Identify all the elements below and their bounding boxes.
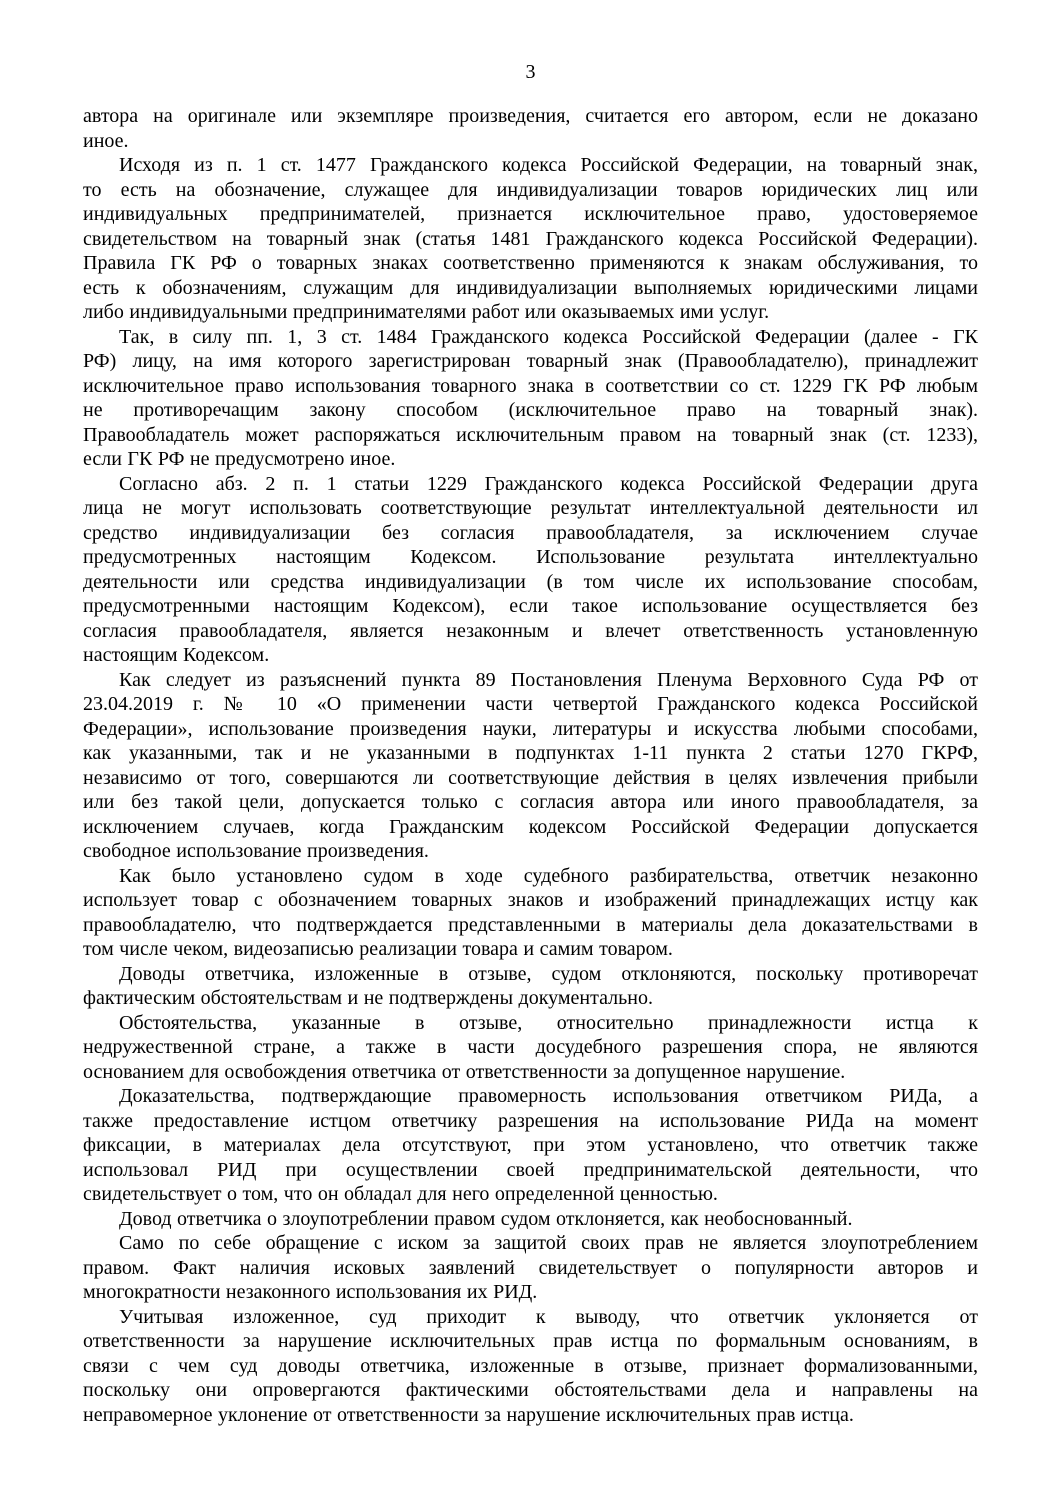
text-line: если ГК РФ не предусмотрено иное. xyxy=(83,448,396,470)
text-line: свидетельствует о том, что он обладал для него определенной ценностью. xyxy=(83,1183,718,1205)
text-line: фиксации, в материалах дела отсутствуют, при этом установлено, что ответчик также xyxy=(83,1134,978,1156)
text-line: не противоречащим закону способом (исключительное право на товарный знак). xyxy=(83,399,978,421)
text-line: Само по себе обращение с иском за защитой своих прав не является злоупотреблением xyxy=(119,1232,978,1254)
text-line: лица не могут использовать соответствующие результат интеллектуальной деятельности ил xyxy=(83,497,978,519)
text-line: исключительное право использования товарного знака в соответствии со ст. 1229 ГК РФ любым xyxy=(83,374,978,397)
text-line: Исходя из п. 1 ст. 1477 Гражданского кодекса Российской Федерации, на товарный знак, xyxy=(119,154,978,176)
text-line: свидетельством на товарный знак (статья 1481 Гражданского кодекса Российской Федерации). xyxy=(83,227,978,250)
text-line: использовал РИД при осуществлении своей предпринимательской деятельности, что xyxy=(83,1158,978,1181)
text-line: как указанными, так и не указанными в подпунктах 1-11 пункта 2 статьи 1270 ГКРФ, xyxy=(83,742,978,764)
text-line: или без такой цели, допускается только с согласия автора или иного правообладателя, за xyxy=(83,791,978,813)
text-line: ответственности за нарушение исключительных прав истца по формальным основаниям, в xyxy=(83,1330,978,1352)
text-line: деятельности или средства индивидуализации (в том числе их использование способам, xyxy=(83,570,978,593)
text-line: средство индивидуализации без согласия правообладателя, за исключением случае xyxy=(83,521,978,544)
text-line: Доводы ответчика, изложенные в отзыве, судом отклоняются, поскольку противоречат xyxy=(119,962,978,985)
text-line: Федерации», использование произведения науки, литературы и искусства любыми способами, xyxy=(83,717,978,740)
text-line: РФ) лицу, на имя которого зарегистрирован товарный знак (Правообладателю), принадлежит xyxy=(83,350,978,372)
text-line: свободное использование произведения. xyxy=(83,840,429,862)
text-line: фактическим обстоятельствам и не подтверждены документально. xyxy=(83,987,653,1009)
text-line: либо индивидуальными предпринимателями работ или оказываемых ими услуг. xyxy=(83,301,770,323)
text-line: независимо от того, совершаются ли соответствующие действия в целях извлечения прибыли xyxy=(83,766,978,789)
text-line: предусмотренными настоящим Кодексом), если такое использование осуществляется без xyxy=(83,595,978,617)
text-line: 23.04.2019 г. № 10 «О применении части четвертой Гражданского кодекса Российской xyxy=(83,693,978,715)
text-line: Как следует из разъяснений пункта 89 Постановления Пленума Верховного Суда РФ от xyxy=(119,668,978,691)
text-line: Доказательства, подтверждающие правомерность использования ответчиком РИДа, а xyxy=(119,1085,978,1107)
text-line: Довод ответчика о злоупотреблении правом судом отклоняется, как необоснованный. xyxy=(119,1207,853,1230)
text-line: иное. xyxy=(83,129,129,152)
text-line: Согласно абз. 2 п. 1 статьи 1229 Гражданского кодекса Российской Федерации друга xyxy=(119,472,978,495)
text-line: том числе чеком, видеозаписью реализации товара и самим товаром. xyxy=(83,938,673,960)
text-line: также предоставление истцом ответчику разрешения на использование РИДа на момент xyxy=(83,1109,978,1132)
text-line: автора на оригинале или экземпляре произведения, считается его автором, если не доказано xyxy=(83,105,978,127)
text-line: исключением случаев, когда Гражданским кодексом Российской Федерации допускается xyxy=(83,815,978,838)
text-line: настоящим Кодексом. xyxy=(83,644,270,666)
text-line: правообладателю, что подтверждается представленными в материалы дела доказательствами в xyxy=(83,913,978,936)
document-body xyxy=(83,104,978,1427)
text-line: индивидуальных предпринимателей, признается исключительное право, удостоверяемое xyxy=(83,203,978,225)
text-line: есть к обозначениям, служащим для индивидуализации выполняемых юридическими лицами xyxy=(83,276,978,299)
text-line: Правообладатель может распоряжаться исключительным правом на товарный знак (ст. 1233), xyxy=(83,423,978,446)
text-line: неправомерное уклонение от ответственности за нарушение исключительных прав истца. xyxy=(83,1403,854,1426)
text-line: правом. Факт наличия исковых заявлений свидетельствует о популярности авторов и xyxy=(83,1256,978,1279)
text-line: связи с чем суд доводы ответчика, изложенные в отзыве, признает формализованными, xyxy=(83,1354,978,1377)
text-line: основанием для освобождения ответчика от ответственности за допущенное нарушение. xyxy=(83,1060,846,1083)
text-line: многократности незаконного использования их РИД. xyxy=(83,1281,538,1303)
text-line: Так, в силу пп. 1, 3 ст. 1484 Гражданского кодекса Российской Федерации (далее - ГК xyxy=(119,325,978,348)
text-line: недружественной стране, а также в части досудебного разрешения спора, не являются xyxy=(83,1036,978,1058)
page-number: 3 xyxy=(525,61,536,83)
text-line: предусмотренных настоящим Кодексом. Использование результата интеллектуально xyxy=(83,546,978,568)
text-line: Правила ГК РФ о товарных знаках соответственно применяются к знакам обслуживания, то xyxy=(83,252,978,274)
text-line: Обстоятельства, указанные в отзыве, относительно принадлежности истца к xyxy=(119,1011,978,1034)
text-line: поскольку они опровергаются фактическими обстоятельствами дела и направлены на xyxy=(83,1379,978,1401)
text-line: использует товар с обозначением товарных знаков и изображений принадлежащих истцу как xyxy=(83,889,978,911)
text-line: Учитывая изложенное, суд приходит к выводу, что ответчик уклоняется от xyxy=(119,1305,978,1328)
text-line: то есть на обозначение, служащее для индивидуализации товаров юридических лиц или xyxy=(83,178,978,201)
text-line: согласия правообладателя, является незаконным и влечет ответственность установленную xyxy=(83,619,978,642)
text-line: Как было установлено судом в ходе судебного разбирательства, ответчик незаконно xyxy=(119,864,978,887)
